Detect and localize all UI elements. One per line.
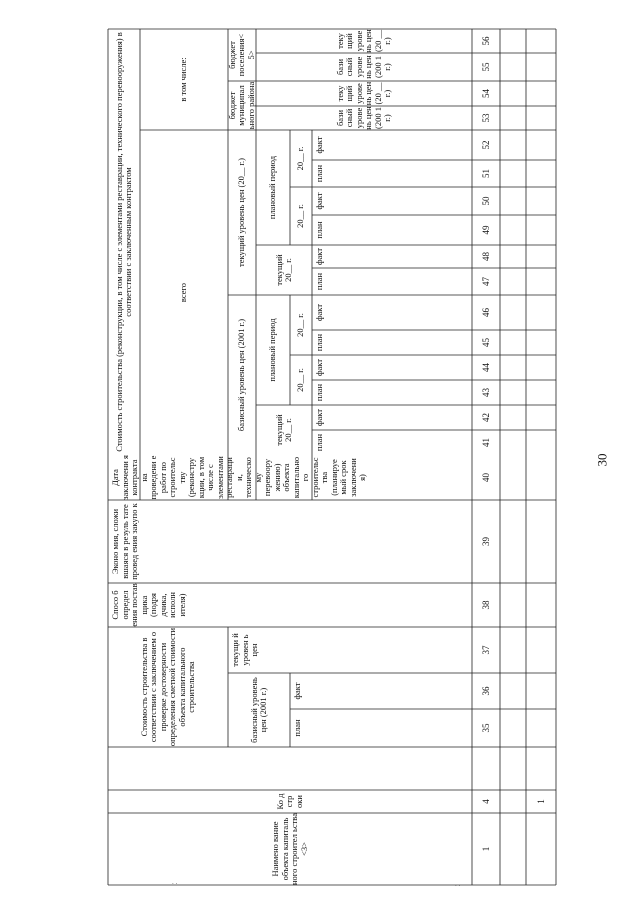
column-number: 42	[481, 413, 491, 422]
page-number: 30	[594, 453, 610, 467]
header-base-level: базисный уровень цен (2001 г.)	[236, 318, 247, 432]
scan-speckle: . .	[455, 880, 461, 888]
header-total: всего	[178, 282, 189, 303]
scan-speckle: . .	[172, 878, 178, 886]
header-plan: план	[314, 333, 324, 352]
header-settlement-budget: бюджет поселения< 5>	[226, 33, 256, 77]
column-number: 50	[481, 196, 491, 206]
header-plan: план	[314, 164, 324, 183]
header-price-level: теку щий урове нь цен (20 __ г.)	[334, 29, 392, 53]
column-number: 36	[481, 686, 491, 696]
header-fact: факт	[314, 248, 324, 266]
header-fact: факт	[314, 136, 324, 154]
column-number: 54	[481, 89, 491, 98]
header-planned-period: плановый период	[267, 318, 278, 382]
header-year: 20__ г.	[295, 146, 306, 171]
column-number: 4	[481, 799, 491, 804]
column-number: 53	[481, 113, 491, 123]
column-number: 40	[481, 473, 491, 482]
header-plan: план	[292, 719, 302, 737]
header-contract-date: Дата заключени я контракта на проведени е работ по строительс тву (реконстру кции, в том числе с элементами реставраци и, техническо му перевоору жению) объекта капитально го строительс тва (планируе мый срок заключени я)	[110, 455, 367, 500]
header-row-code: Ко д стр оки	[274, 793, 304, 810]
column-number: 39	[481, 537, 491, 546]
column-number: 38	[481, 600, 491, 610]
header-fact: факт	[314, 192, 324, 210]
column-number: 51	[481, 169, 491, 178]
header-current-prices: текущи й уровен ь цен	[230, 633, 259, 667]
header-including: в том числе:	[178, 57, 189, 102]
column-number: 47	[481, 277, 491, 286]
column-number: 44	[481, 363, 491, 372]
header-plan: план	[314, 221, 324, 239]
column-number: 43	[481, 388, 491, 397]
column-number: 37	[481, 645, 491, 655]
header-supplier-method: Спосо б определ ения постав щика (подря дчика, исполн ителя)	[110, 583, 187, 627]
row-code-cell: 1	[536, 799, 546, 804]
column-number: 1	[481, 846, 491, 852]
header-planned-period: плановый период	[267, 155, 278, 220]
header-price-level: бази сный урове нь цен (200 1 г.)	[334, 55, 392, 79]
header-savings: Эконо мия, сложи вшаяся в резуль тате провед ения закупо к	[110, 503, 139, 580]
header-fact: факт	[314, 359, 324, 377]
column-number: 49	[481, 225, 491, 235]
header-year: 20__ г.	[295, 368, 306, 392]
header-cost-by-contract: Стоимость строительства (реконструкции, в том числе с элементами реставрации, технического перевооружения) в соответствии с заключенным контрактом	[113, 32, 133, 452]
column-number: 45	[481, 338, 491, 347]
column-number: 55	[481, 62, 491, 72]
column-number: 41	[481, 438, 491, 447]
header-current-level: текущий уровень цен (20__ г.)	[236, 158, 247, 267]
column-number: 35	[481, 723, 491, 733]
column-number: 56	[481, 36, 491, 46]
header-base-prices-2001: базисный уровень цен (2001 г.)	[248, 677, 268, 743]
header-object-name: Наимено вание объекта капиталь ного строител ьства <3>	[270, 813, 309, 885]
header-municipal-budget: бюджет муниципал ьного района	[226, 81, 256, 130]
header-plan: план	[314, 272, 324, 291]
header-year: 20__ г.	[295, 313, 306, 337]
header-fact: факт	[292, 682, 302, 700]
header-cost-by-estimate: Стоимость строительства в соответствии с заключением о проверке достоверности определения сметной стоимости объекта капитального строительства	[138, 627, 196, 747]
header-fact: факт	[314, 409, 324, 427]
column-number: 46	[481, 308, 491, 317]
header-plan: план	[314, 383, 324, 402]
header-price-level: теку щий урове нь цен (20 __ г.)	[334, 81, 392, 106]
header-current-year: текущий 20__ г.	[273, 414, 293, 446]
column-number: 52	[481, 140, 491, 150]
header-year: 20__ г.	[295, 204, 306, 228]
header-price-level: бази сный урове нь цен (200 1 г.)	[334, 106, 392, 130]
header-current-year: текущий 20__ г.	[273, 254, 293, 286]
header-fact: факт	[314, 304, 324, 322]
header-plan: план	[314, 433, 324, 452]
column-number: 48	[481, 252, 491, 261]
